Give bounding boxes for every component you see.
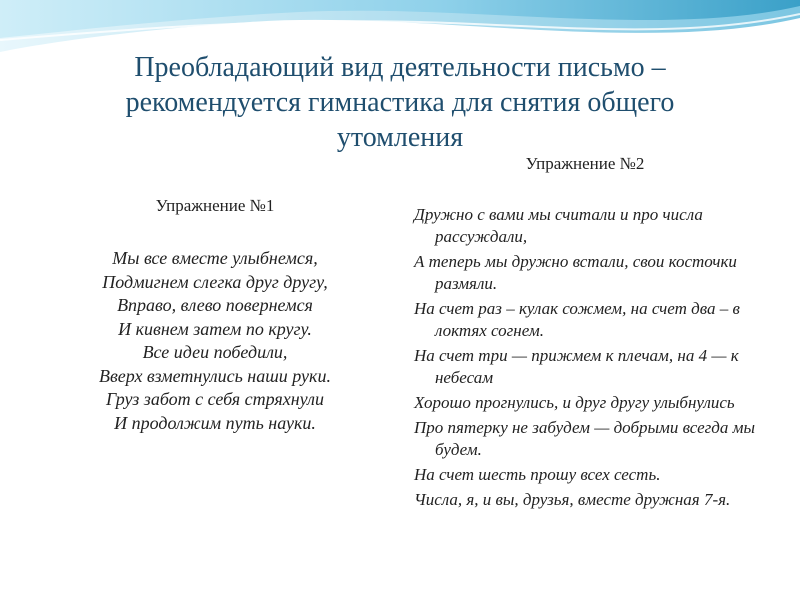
exercise-1-heading: Упражнение №1	[155, 196, 275, 215]
poem-line: Про пятерку не забудем — добрыми всегда мы будем.	[414, 418, 755, 459]
poem-line: Груз забот с себя стряхнули	[106, 389, 324, 409]
poem-line: На счет три — прижмем к плечам, на 4 — к небесам	[414, 346, 739, 387]
poem-line: Дружно с вами мы считали и про числа рассуждали,	[414, 205, 703, 246]
poem-line: Числа, я, и вы, друзья, вместе дружная 7-я.	[414, 490, 731, 509]
poem-line: Подмигнем слегка друг другу,	[102, 271, 328, 292]
poem-line: Вверх взметнулись наши руки.	[99, 365, 331, 386]
exercise-2-heading: Упражнение №2	[525, 154, 645, 173]
poem-line: На счет шесть прошу всех сесть.	[414, 465, 661, 484]
poem-line: Вправо, влево повернемся	[117, 295, 313, 315]
poem-line: И кивнем затем по кругу.	[118, 318, 312, 339]
poem-line: Все идеи победили,	[142, 342, 288, 362]
poem-line: Мы все вместе улыбнемся,	[112, 248, 318, 268]
poem-line: А теперь мы дружно встали, свои косточки размяли.	[414, 252, 737, 293]
poem-line: Хорошо прогнулись, и друг другу улыбнулись	[414, 393, 735, 412]
poem-line: И продолжим путь науки.	[114, 412, 316, 433]
exercise-2-poem	[414, 204, 774, 514]
exercise-1-poem	[30, 247, 400, 435]
page-title: Преобладающий вид деятельности письмо – рекомендуется гимнастика для снятия общего утомления	[125, 52, 675, 153]
poem-line: На счет раз – кулак сожмем, на счет два – в локтях согнем.	[414, 299, 740, 340]
